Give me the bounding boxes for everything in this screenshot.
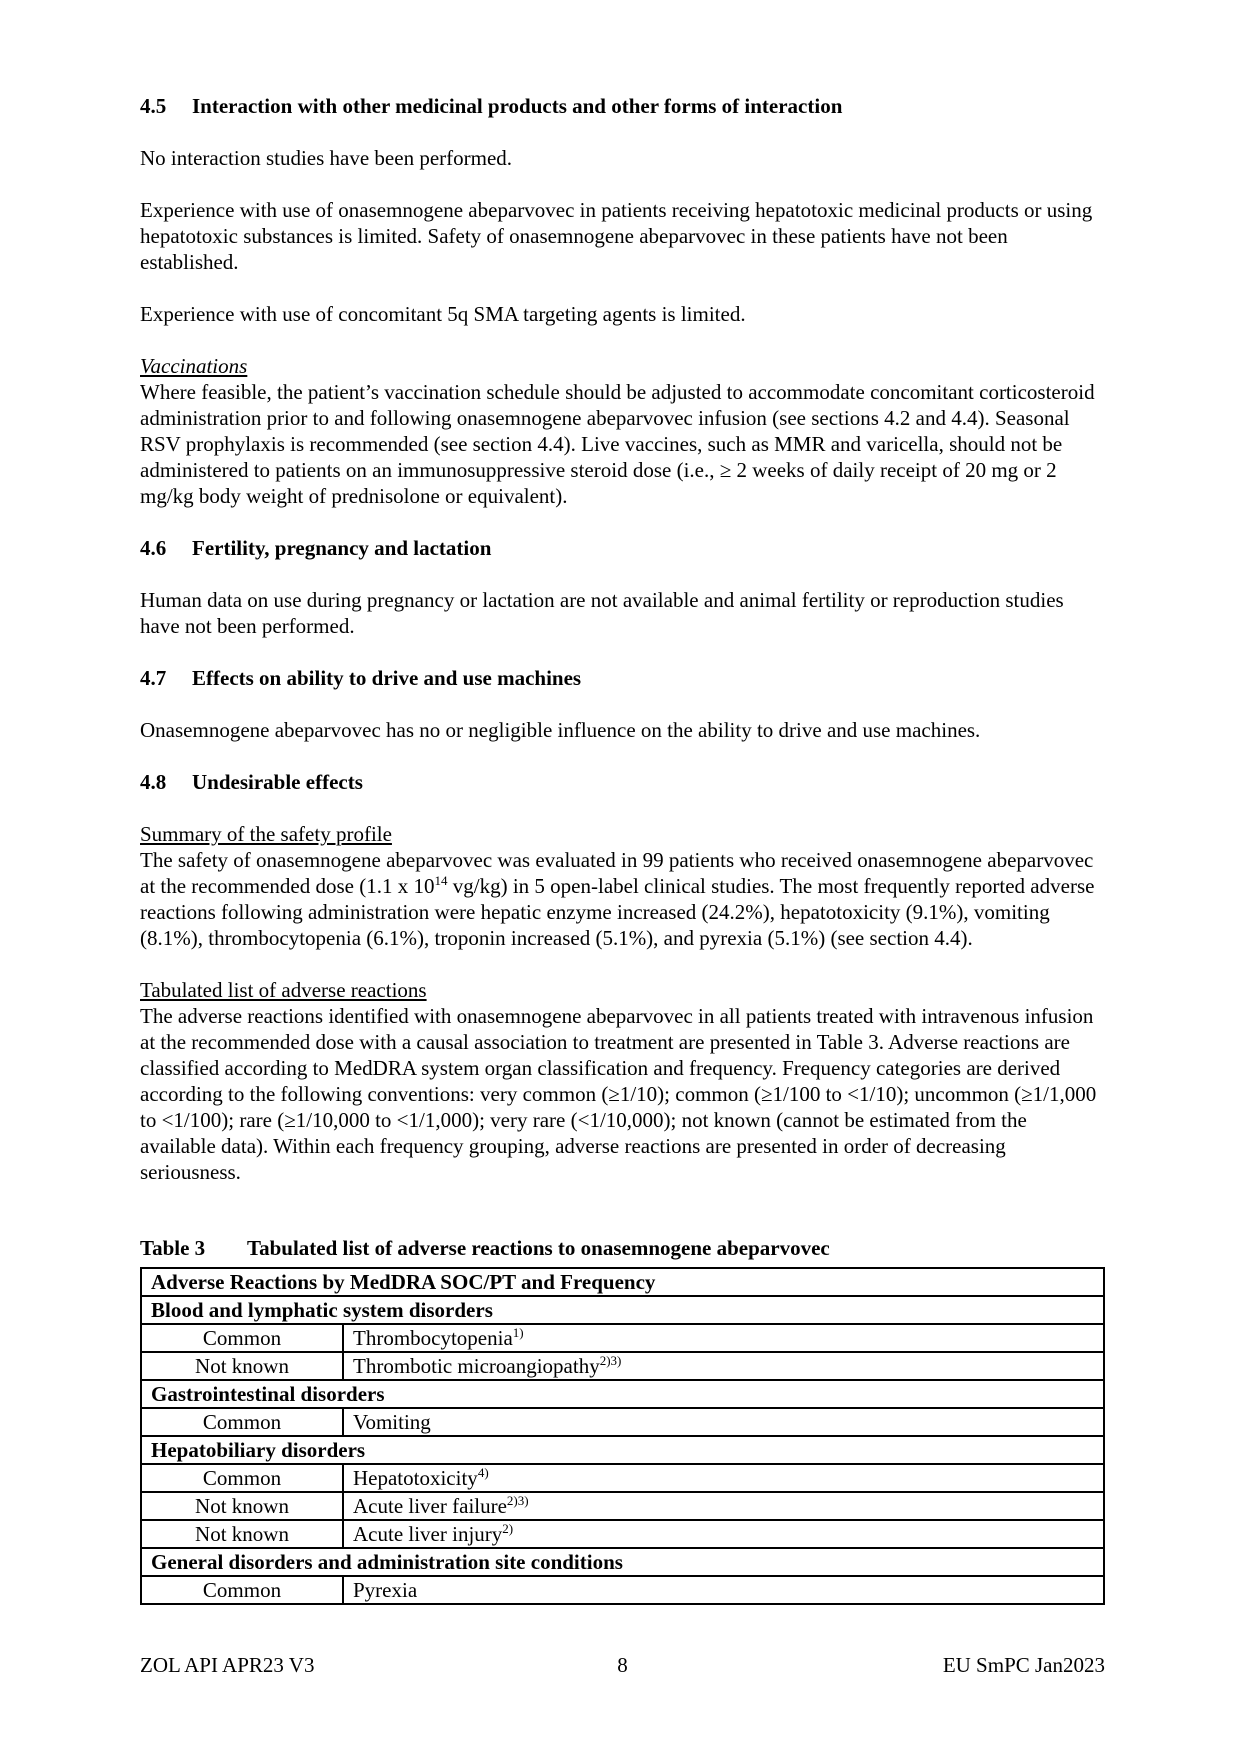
section-4-8-number: 4.8 [140,770,167,794]
table-row [141,1492,1104,1520]
page-content [140,93,1105,1605]
section-4-5-title: Interaction with other medicinal products and other forms of interaction [192,94,843,118]
table-row [141,1324,1104,1352]
table-header-cell: Adverse Reactions by MedDRA SOC/PT and Frequency [141,1268,1104,1296]
paragraph-no-interaction: No interaction studies have been performed. [140,146,513,170]
table-row [141,1576,1104,1604]
safety-summary-text-before: The safety of onasemnogene abeparvovec was evaluated in 99 patients who received onasemnogene abeparvovec at the recommended dose (1.1 x 10 [140,848,1094,898]
reaction-cell [343,1492,1104,1520]
exponent-superscript: 14 [434,873,448,888]
tabulated-list-block [140,977,1105,1185]
reaction-text: Acute liver failure [353,1494,507,1518]
footer-document-version: EU SmPC Jan2023 [942,1653,1105,1677]
table-3-block [140,1235,1105,1605]
footnote-marker: 2) [502,1521,514,1536]
section-4-6-number: 4.6 [140,536,167,560]
table-3-caption: Tabulated list of adverse reactions to onasemnogene abeparvovec [247,1236,830,1260]
soc-group-cell: General disorders and administration site conditions [141,1548,1104,1576]
frequency-cell: Common [141,1464,343,1492]
reaction-text: Thrombocytopenia [353,1326,513,1350]
table-row [141,1352,1104,1380]
soc-group-row-hepatobiliary [141,1436,1104,1464]
reaction-cell [343,1520,1104,1548]
footnote-marker: 2)3) [506,1493,529,1508]
soc-group-cell: Gastrointestinal disorders [141,1380,1104,1408]
reaction-text: Vomiting [353,1410,431,1434]
table-row [141,1408,1104,1436]
paragraph-drive-machines: Onasemnogene abeparvovec has no or negligible influence on the ability to drive and use machines. [140,718,981,742]
frequency-cell: Common [141,1324,343,1352]
reaction-text: Pyrexia [353,1578,418,1602]
table-header-row [141,1268,1104,1296]
frequency-cell: Not known [141,1352,343,1380]
soc-group-row-general [141,1548,1104,1576]
section-4-8-heading [140,769,1105,795]
paragraph-fertility: Human data on use during pregnancy or lactation are not available and animal fertility or reproduction studies have not been performed. [140,588,1064,638]
reaction-cell [343,1324,1104,1352]
section-4-7-heading [140,665,1105,691]
paragraph-hepatotoxic: Experience with use of onasemnogene abeparvovec in patients receiving hepatotoxic medicinal products or using hepatotoxic substances is limited. Safety of onasemnogene abeparvovec in these patients have not been established. [140,198,1093,274]
soc-group-cell: Hepatobiliary disorders [141,1436,1104,1464]
page-footer [140,1652,1105,1678]
reaction-cell [343,1352,1104,1380]
reaction-text: Acute liver injury [353,1522,503,1546]
soc-group-row-blood [141,1296,1104,1324]
section-4-5-heading [140,93,1105,119]
footnote-marker: 2)3) [599,1353,622,1368]
section-4-5-number: 4.5 [140,94,167,118]
section-4-6-title: Fertility, pregnancy and lactation [192,536,492,560]
paragraph-tabulated-list: The adverse reactions identified with onasemnogene abeparvovec in all patients treated with intravenous infusion at the recommended dose with a causal association to treatment are presented in Table 3. Adverse reactions are classified according to MedDRA system organ classification and frequency. Frequency categories are derived according to the following conventions: very common (≥1/10); common (≥1/100 to <1/10); uncommon (≥1/1,000 to <1/100); rare (≥1/10,000 to <1/1,000); very rare (<1/10,000); not known (cannot be estimated from the available data). Within each frequency grouping, adverse reactions are presented in order of decreasing seriousness. [140,1004,1097,1184]
vaccinations-block [140,353,1105,509]
frequency-cell: Common [141,1576,343,1604]
vaccinations-subheading: Vaccinations [140,354,248,378]
reaction-text: Thrombotic microangiopathy [353,1354,600,1378]
paragraph-safety-summary [140,847,1105,951]
table-row [141,1520,1104,1548]
section-4-6-heading [140,535,1105,561]
paragraph-vaccinations: Where feasible, the patient’s vaccination schedule should be adjusted to accommodate concomitant corticosteroid administration prior to and following onasemnogene abeparvovec infusion (see sections 4.2 and 4.4). Seasonal RSV prophylaxis is recommended (see section 4.4). Live vaccines, such as MMR and varicella, should not be administered to patients on an immunosuppressive steroid dose (i.e., ≥ 2 weeks of daily receipt of 20 mg or 2 mg/kg body weight of prednisolone or equivalent). [140,380,1095,508]
reaction-cell [343,1408,1104,1436]
table-row [141,1464,1104,1492]
table-3-label: Table 3 [140,1236,206,1260]
frequency-cell: Not known [141,1492,343,1520]
reaction-cell [343,1464,1104,1492]
adverse-reactions-table [140,1267,1105,1605]
frequency-cell: Common [141,1408,343,1436]
soc-group-row-gastrointestinal [141,1380,1104,1408]
footnote-marker: 4) [477,1465,489,1480]
section-4-7-number: 4.7 [140,666,167,690]
soc-group-cell: Blood and lymphatic system disorders [141,1296,1104,1324]
table-3-title [140,1235,1105,1261]
section-4-7-title: Effects on ability to drive and use machines [192,666,582,690]
page-number: 8 [617,1653,628,1677]
safety-summary-subheading: Summary of the safety profile [140,822,392,846]
tabulated-list-subheading: Tabulated list of adverse reactions [140,978,427,1002]
footer-document-code: ZOL API APR23 V3 [140,1653,315,1677]
section-4-8-title: Undesirable effects [192,770,363,794]
safety-summary-block [140,821,1105,951]
safety-summary-text-after: vg/kg) in 5 open-label clinical studies. The most frequently reported adverse reactions following administration were hepatic enzyme increased (24.2%), hepatotoxicity (9.1%), vomiting (8.1%), thrombocytopenia (6.1%), troponin increased (5.1%), and pyrexia (5.1%) (see section 4.4). [140,874,1095,950]
frequency-cell: Not known [141,1520,343,1548]
reaction-text: Hepatotoxicity [353,1466,478,1490]
footnote-marker: 1) [512,1325,524,1340]
reaction-cell [343,1576,1104,1604]
paragraph-concomitant-5q: Experience with use of concomitant 5q SMA targeting agents is limited. [140,302,746,326]
